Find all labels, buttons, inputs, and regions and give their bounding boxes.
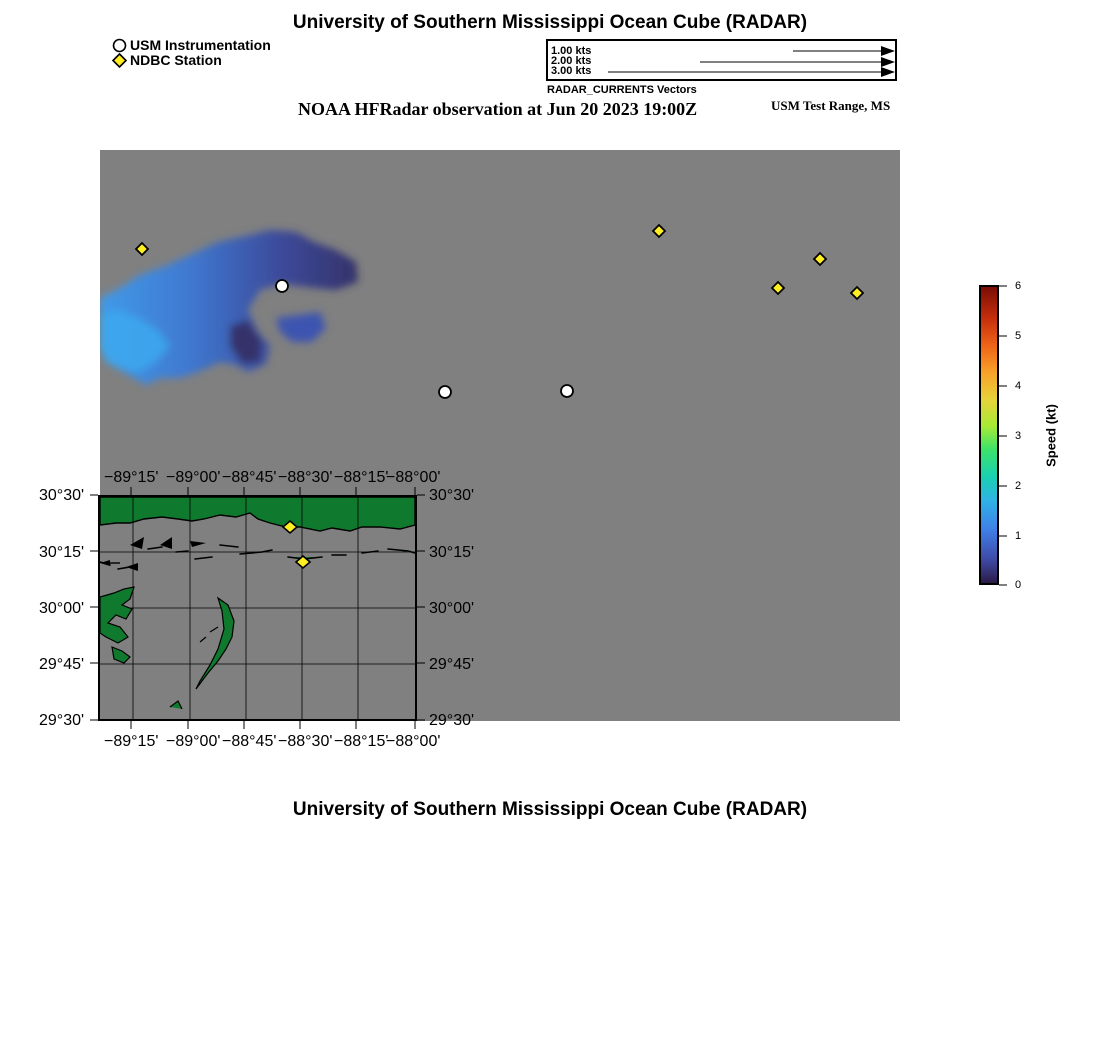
colorbar-tick: 2 (1015, 480, 1022, 492)
legend-ndbc (112, 52, 222, 68)
vector-scale-caption: RADAR_CURRENTS Vectors (547, 84, 697, 96)
colorbar-tick: 1 (1015, 530, 1022, 542)
vector-scale-box (546, 39, 897, 81)
colorbar-tick: 3 (1015, 430, 1022, 442)
inset-x-tick-top: −88°00' (386, 469, 441, 486)
vector-scale-row-2: 2.00 kts (551, 55, 592, 67)
ndbc-station-marker[interactable] (134, 241, 150, 257)
colorbar-tick: 4 (1015, 380, 1022, 392)
inset-x-tick-top: −89°15' (104, 469, 159, 486)
vector-scale-arrows (548, 41, 895, 79)
ndbc-station-marker[interactable] (770, 280, 786, 296)
observation-subtitle: NOAA HFRadar observation at Jun 20 2023 19:00Z (298, 99, 698, 119)
vector-scale-row-3: 3.00 kts (551, 65, 592, 77)
usm-marker-icon (112, 38, 127, 53)
inset-y-tick-left: 29°45' (39, 656, 85, 673)
inset-y-tick-left: 30°30' (39, 487, 85, 504)
colorbar-tick: 0 (1015, 579, 1022, 591)
inset-x-tick-bottom: −88°00' (386, 733, 441, 750)
location-label: USM Test Range, MS (771, 98, 891, 113)
inset-x-tick-bottom: −89°15' (104, 733, 159, 750)
speed-colorbar (979, 285, 999, 585)
inset-x-tick-top: −88°30' (278, 469, 333, 486)
ndbc-marker-icon (112, 53, 127, 68)
inset-x-tick-bottom: −88°15' (334, 733, 389, 750)
colorbar-tick: 6 (1015, 280, 1022, 292)
inset-y-tick-left: 29°30' (39, 712, 85, 729)
legend-ndbc-label: NDBC Station (130, 52, 222, 68)
legend-usm-label: USM Instrumentation (130, 37, 271, 53)
inset-x-tick-bottom: −88°45' (222, 733, 277, 750)
usm-instrument-marker[interactable] (437, 384, 453, 400)
page-title: University of Southern Mississippi Ocean Cube (RADAR) (292, 12, 808, 33)
inset-y-tick-right: 29°30' (429, 712, 475, 729)
usm-instrument-marker[interactable] (559, 383, 575, 399)
footer-title: University of Southern Mississippi Ocean Cube (RADAR) (292, 799, 808, 820)
inset-y-tick-left: 30°00' (39, 600, 85, 617)
inset-x-tick-top: −88°15' (334, 469, 389, 486)
colorbar-ticks (999, 285, 1009, 587)
inset-y-tick-left: 30°15' (39, 544, 85, 561)
ndbc-station-marker[interactable] (651, 223, 667, 239)
inset-x-tick-bottom: −89°00' (166, 733, 221, 750)
inset-x-tick-top: −89°00' (166, 469, 221, 486)
inset-x-tick-top: −88°45' (222, 469, 277, 486)
ndbc-station-marker[interactable] (849, 285, 865, 301)
vector-scale-row-1: 1.00 kts (551, 45, 592, 57)
usm-instrument-marker[interactable] (274, 278, 290, 294)
ndbc-station-marker[interactable] (812, 251, 828, 267)
inset-y-tick-right: 29°45' (429, 656, 475, 673)
inset-frame-ticks (90, 487, 425, 729)
colorbar-tick: 5 (1015, 330, 1022, 342)
inset-y-tick-right: 30°00' (429, 600, 475, 617)
colorbar-label: Speed (kt) (1043, 404, 1059, 467)
inset-y-tick-right: 30°30' (429, 487, 475, 504)
legend-usm (112, 37, 271, 53)
inset-x-tick-bottom: −88°30' (278, 733, 333, 750)
inset-y-tick-right: 30°15' (429, 544, 475, 561)
